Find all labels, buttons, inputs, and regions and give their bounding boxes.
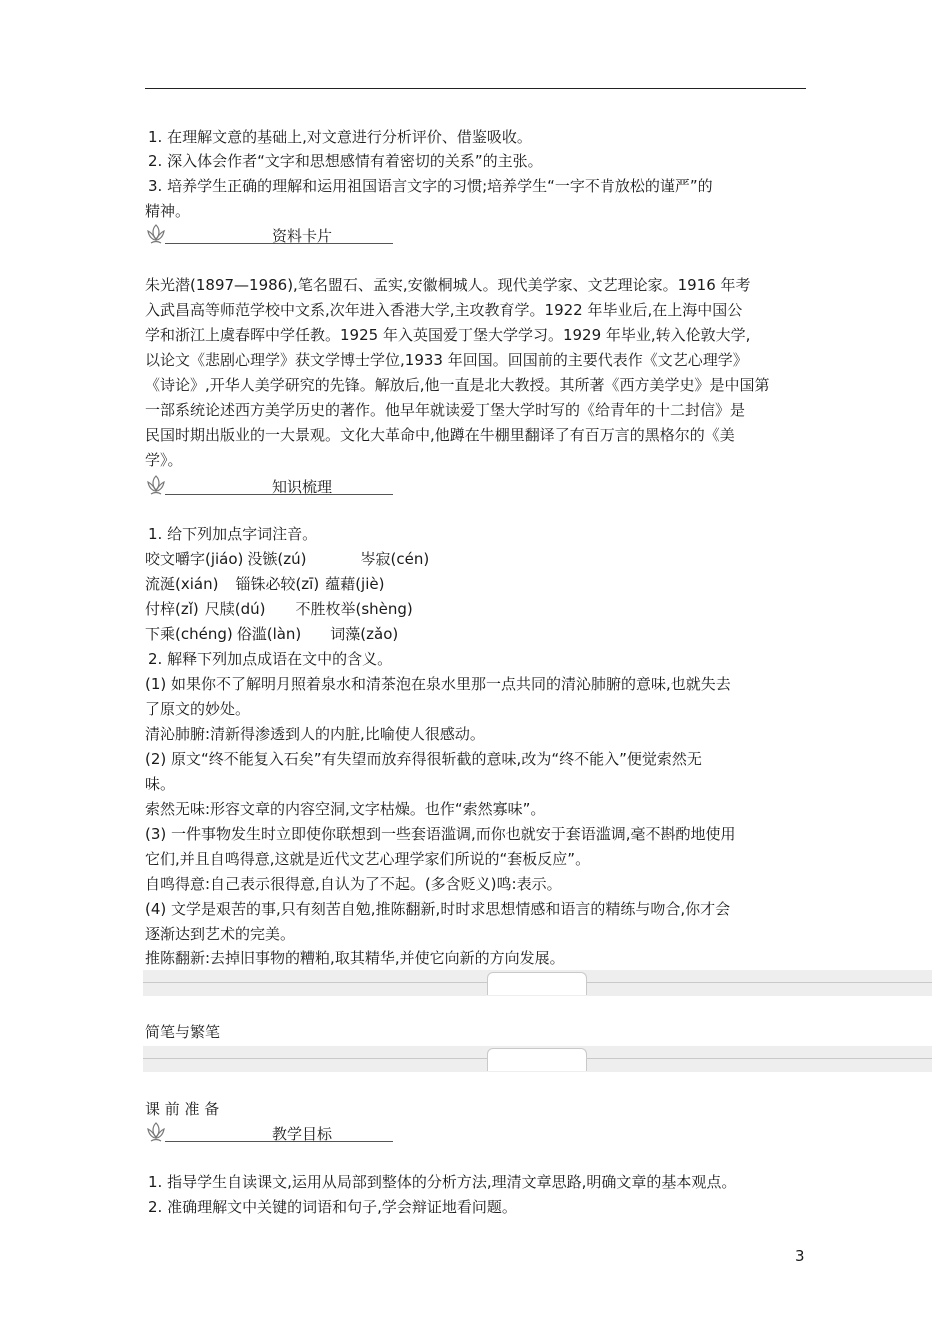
pinyin-row: 咬文嚼字(jiáo) 没镞(zú) 岑寂(cén)	[145, 550, 430, 568]
page-number: 3	[795, 1247, 805, 1265]
q2-line: 了原文的妙处。	[145, 700, 251, 718]
q2-line: 味。	[145, 775, 176, 793]
q2-line: (4) 文学是艰苦的事,只有刻苦自勉,推陈翻新,时时求思想情感和语言的精练与吻合,你才会	[145, 900, 731, 918]
section-title: 资料卡片	[272, 227, 333, 245]
q2-line: 它们,并且自鸣得意,这就是近代文艺心理学家们所说的“套板反应”。	[145, 850, 591, 868]
pinyin-row: 付梓(zǐ) 尺牍(dú) 不胜枚举(shèng)	[145, 600, 413, 618]
card-line: 学》。	[145, 451, 183, 469]
card-line: 《诗论》,开华人美学研究的先锋。解放后,他一直是北大教授。其所著《西方美学史》是中国第	[145, 376, 770, 394]
pinyin-row: 下乘(chéng) 俗滥(làn) 词藻(zǎo)	[145, 625, 399, 643]
divider-band	[143, 970, 932, 996]
section-title: 教学目标	[272, 1125, 333, 1143]
lotus-icon	[145, 473, 167, 497]
q2-line: 逐渐达到艺术的完美。	[145, 925, 296, 943]
goal-line: 2. 深入体会作者“文字和思想感情有着密切的关系”的主张。	[148, 152, 543, 170]
q2-line: (3) 一件事物发生时立即使你联想到一些套语滥调,而你也就安于套语滥调,毫不斟酌地使用	[145, 825, 736, 843]
goal-line: 1. 指导学生自读课文,运用从局部到整体的分析方法,理清文章思路,明确文章的基本观点。	[148, 1173, 737, 1191]
lotus-icon	[145, 222, 167, 246]
card-line: 入武昌高等师范学校中文系,次年进入香港大学,主攻教育学。1922 年毕业后,在上海中国公	[145, 301, 743, 319]
lotus-icon	[145, 1120, 167, 1144]
divider-title: 简笔与繁笔	[145, 1023, 221, 1041]
pinyin-row: 流涎(xián) 锱铢必较(zī) 蕴藉(jiè)	[145, 575, 385, 593]
q2-line: 自鸣得意:自己表示很得意,自认为了不起。(多含贬义)鸣:表示。	[145, 875, 562, 893]
card-line: 一部系统论述西方美学历史的著作。他早年就读爱丁堡大学时写的《给青年的十二封信》是	[145, 401, 746, 419]
goal-line: 3. 培养学生正确的理解和运用祖国语言文字的习惯;培养学生“一字不肯放松的谨严”的	[148, 177, 713, 195]
goal-line: 精神。	[145, 202, 191, 220]
question-2: 2. 解释下列加点成语在文中的含义。	[148, 650, 393, 668]
q2-line: (2) 原文“终不能复入石矣”有失望而放弃得很斩截的意味,改为“终不能入”便觉索然无	[145, 750, 702, 768]
goal-line: 2. 准确理解文中关键的词语和句子,学会辩证地看问题。	[148, 1198, 517, 1216]
divider-band	[143, 1046, 932, 1072]
q2-line: 推陈翻新:去掉旧事物的糟粕,取其精华,并使它向新的方向发展。	[145, 949, 565, 967]
card-line: 朱光潜(1897—1986),笔名盟石、孟实,安徽桐城人。现代美学家、文艺理论家。1916 年考	[145, 276, 751, 294]
q2-line: (1) 如果你不了解明月照着泉水和清茶泡在泉水里那一点共同的清沁肺腑的意味,也就失去	[145, 675, 731, 693]
q2-line: 索然无味:形容文章的内容空洞,文字枯燥。也作“索然寡味”。	[145, 800, 546, 818]
card-line: 学和浙江上虞春晖中学任教。1925 年入英国爱丁堡大学学习。1929 年毕业,转入伦敦大学,	[145, 326, 751, 344]
q2-line: 清沁肺腑:清新得渗透到人的内脏,比喻使人很感动。	[145, 725, 485, 743]
card-line: 民国时期出版业的一大景观。文化大革命中,他蹲在牛棚里翻译了有百万言的黑格尔的《美	[145, 426, 735, 444]
header-rule	[145, 88, 806, 89]
prep-title: 课 前 准 备	[145, 1100, 220, 1118]
question-1: 1. 给下列加点字词注音。	[148, 525, 318, 543]
card-line: 以论文《悲剧心理学》获文学博士学位,1933 年回国。回国前的主要代表作《文艺心理学》	[145, 351, 748, 369]
section-title: 知识梳理	[272, 478, 333, 496]
goal-line: 1. 在理解文意的基础上,对文意进行分析评价、借鉴吸收。	[148, 128, 532, 146]
